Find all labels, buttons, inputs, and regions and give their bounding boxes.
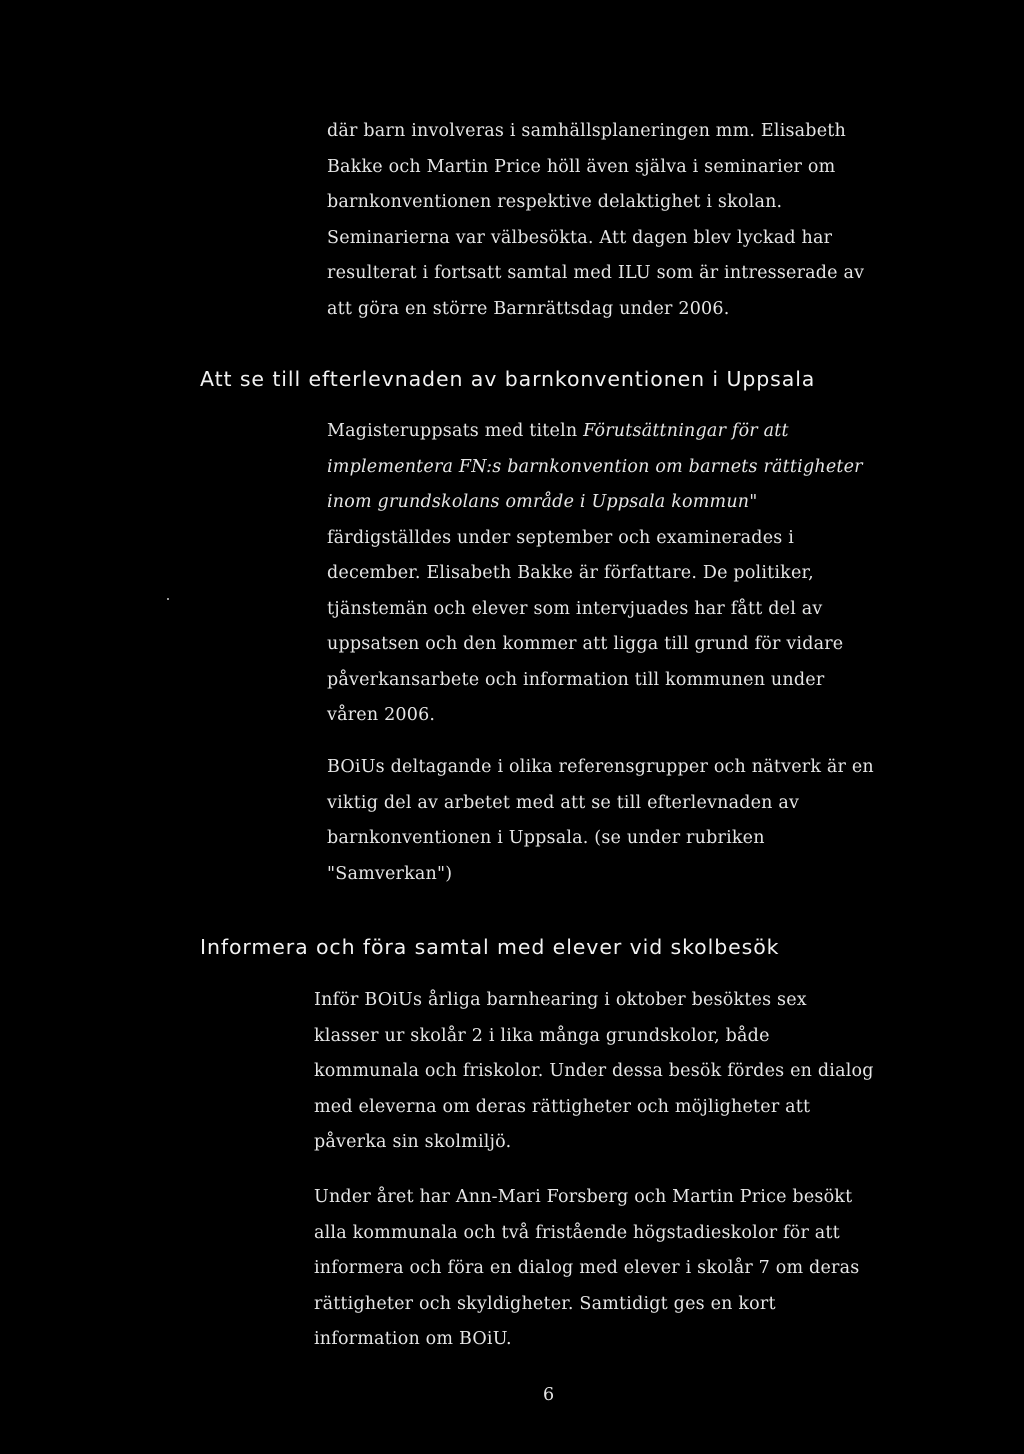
text-line: med eleverna om deras rättigheter och möjligheter att: [314, 1096, 811, 1117]
boius-paragraph: [327, 750, 874, 892]
text-line: barnkonventionen respektive delaktighet i skolan.: [327, 192, 783, 212]
text-line: Inför BOiUs årliga barnhearing i oktober besöktes sex: [314, 990, 807, 1010]
section-heading-skolbesok: Informera och föra samtal med elever vid skolbesök: [200, 935, 780, 959]
text-line: påverkansarbete och information till kommunen under: [327, 669, 825, 690]
text-line: påverka sin skolmiljö.: [314, 1132, 512, 1152]
hogstadie-paragraph: [314, 1180, 859, 1358]
text-line: [327, 414, 863, 450]
text-span: Magisteruppsats med titeln: [327, 421, 584, 441]
text-line: Bakke och Martin Price höll även själva i seminarier om: [327, 156, 836, 177]
text-line: information om BOiU.: [314, 1329, 512, 1349]
text-line: resulterat i fortsatt samtal med ILU som är intresserade av: [327, 263, 865, 283]
text-line: uppsatsen och den kommer att ligga till grund för vidare: [327, 634, 844, 654]
text-line: BOiUs deltagande i olika referensgrupper och nätverk är en: [327, 757, 874, 777]
text-line: där barn involveras i samhällsplaneringen mm. Elisabeth: [327, 121, 846, 141]
text-line: viktig del av arbetet med att se till efterlevnaden av: [327, 792, 800, 813]
text-line: att göra en större Barnrättsdag under 2006.: [327, 298, 730, 319]
text-line: rättigheter och skyldigheter. Samtidigt ges en kort: [314, 1293, 776, 1314]
section-heading-uppsala: Att se till efterlevnaden av barnkonventionen i Uppsala: [200, 367, 816, 391]
intro-paragraph: [327, 114, 864, 327]
text-line: våren 2006.: [327, 705, 436, 725]
barnhearing-paragraph: [314, 983, 874, 1161]
text-line: tjänstemän och elever som intervjuades har fått del av: [327, 598, 823, 619]
text-line: barnkonventionen i Uppsala. (se under rubriken: [327, 828, 765, 848]
text-line: klasser ur skolår 2 i lika många grundskolor, både: [314, 1025, 770, 1046]
text-line: kommunala och friskolor. Under dessa besök fördes en dialog: [314, 1061, 874, 1081]
text-line: färdigställdes under september och examinerades i: [327, 527, 795, 548]
text-line: alla kommunala och två fristående högstadieskolor för att: [314, 1222, 840, 1243]
scan-dot: [167, 598, 169, 600]
thesis-title-part: Förutsättningar för att: [583, 421, 789, 441]
text-line: "Samverkan"): [327, 863, 453, 884]
text-line: informera och föra en dialog med elever i skolår 7 om deras: [314, 1258, 860, 1278]
text-line: Seminarierna var välbesökta. Att dagen blev lyckad har: [327, 227, 833, 248]
text-line: Under året har Ann-Mari Forsberg och Martin Price besökt: [314, 1187, 853, 1207]
uppsats-paragraph: [327, 414, 863, 734]
thesis-title-part: inom grundskolans område i Uppsala kommun": [327, 492, 758, 512]
page-number: 6: [543, 1385, 555, 1405]
text-line: december. Elisabeth Bakke är författare. De politiker,: [327, 563, 814, 583]
thesis-title-part: implementera FN:s barnkonvention om barnets rättigheter: [327, 456, 863, 477]
